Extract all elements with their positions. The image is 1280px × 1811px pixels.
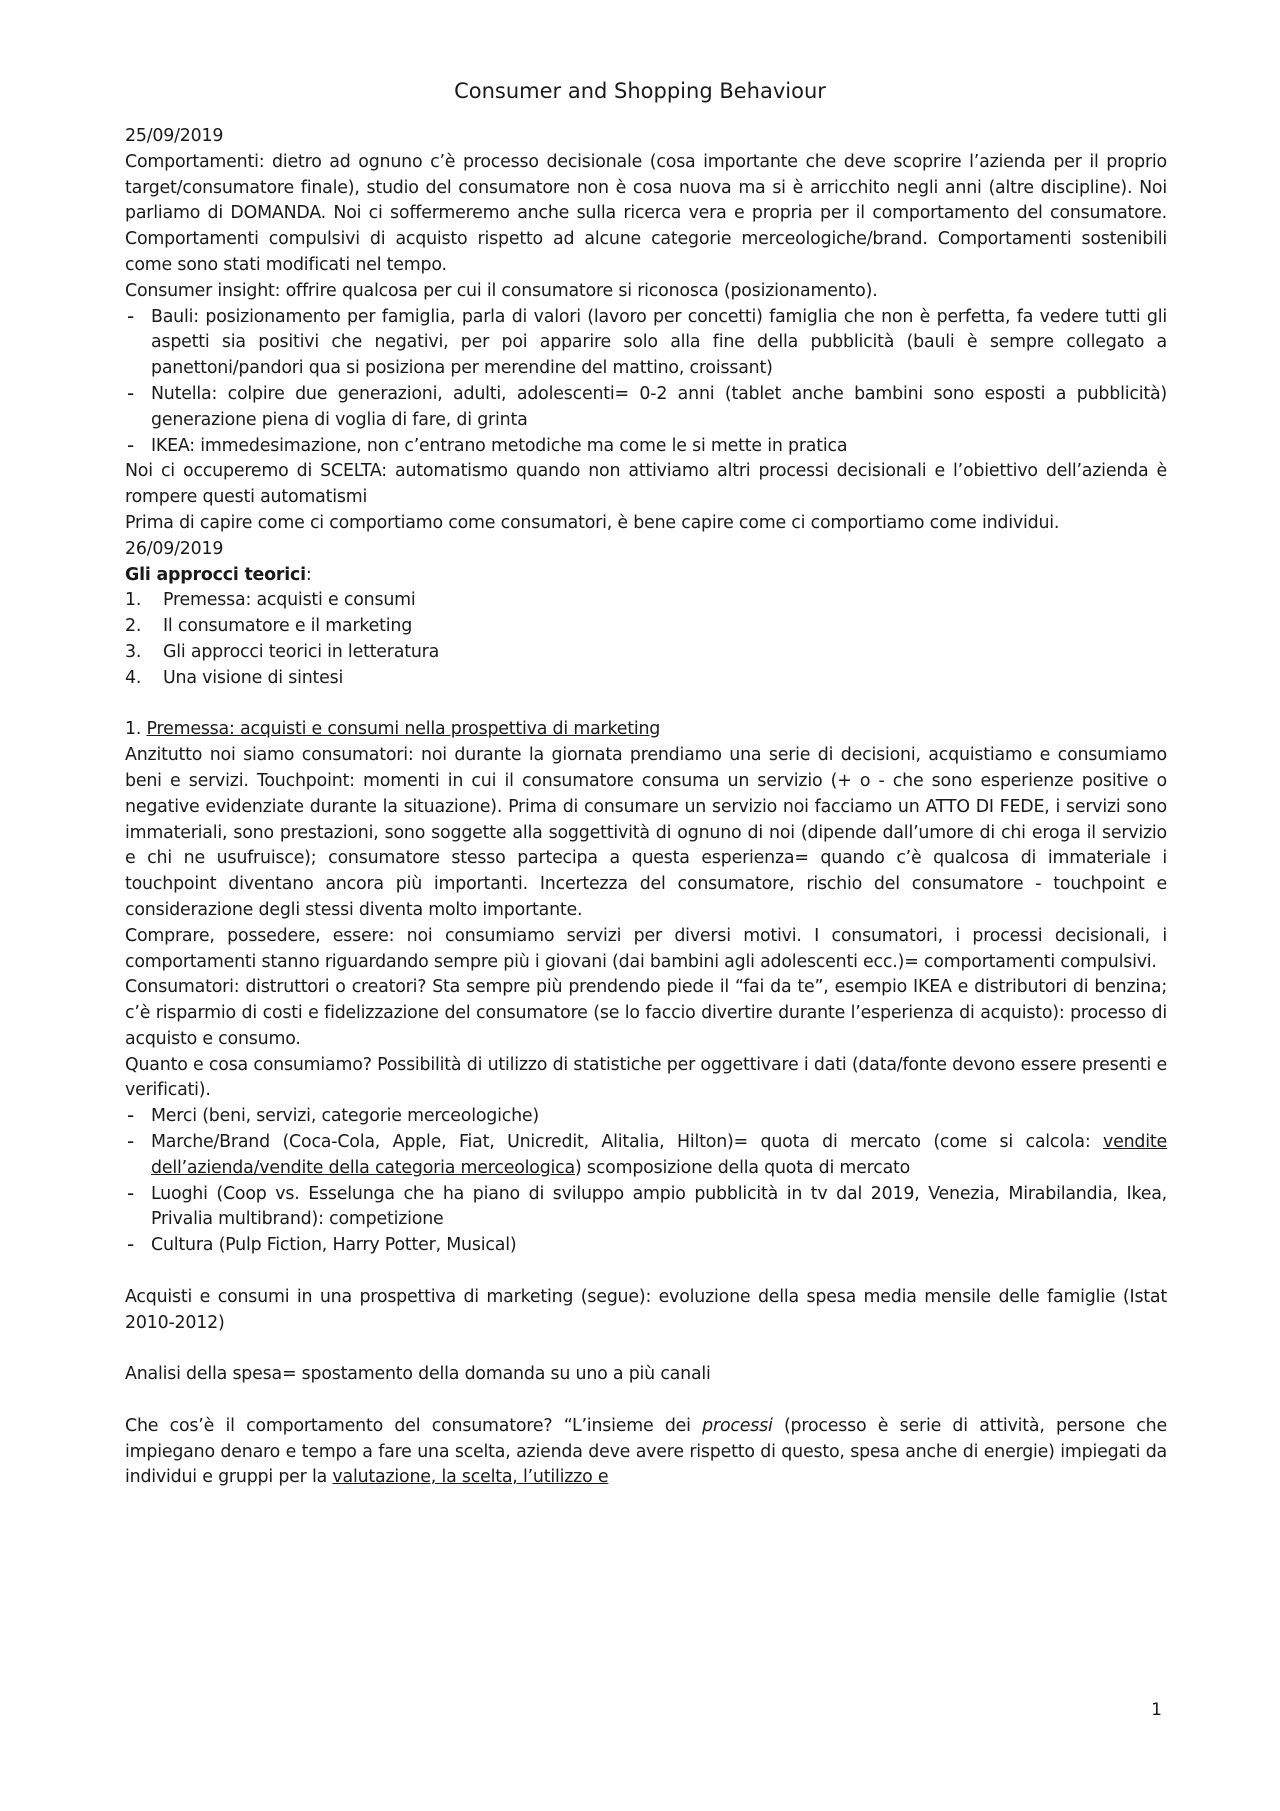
list-item-ikea: - IKEA: immedesimazione, non c’entrano metodiche ma come le si mette in pratica — [125, 434, 1167, 460]
document-title: Consumer and Shopping Behaviour — [454, 79, 826, 103]
brand-examples-list — [125, 305, 1167, 460]
outline-item: 2. Il consumatore e il marketing — [125, 616, 413, 637]
paragraph-acquisti: Acquisti e consumi in una prospettiva di marketing (segue): evoluzione della spesa media mensile delle famiglie (Istat 2010-2012) — [125, 1286, 1167, 1333]
date-25-09-2019: 25/09/2019 — [125, 126, 224, 146]
date-26-09-2019: 26/09/2019 — [125, 538, 224, 559]
paragraph-comportamenti: Comportamenti: dietro ad ognuno c’è processo decisionale (cosa importante che deve scoprire l’azienda per il proprio target/consumatore finale), studio del consumatore non è cosa nuova ma si è arricchito negli anni (altre discipline). Noi parliamo di DOMANDA. Noi ci soffermeremo anche sulla ricerca vera e propria per il comportamento del consumatore. Comportamenti compulsivi di acquisto rispetto ad alcune categorie merceologiche/brand. Comportamenti sostenibili come sono stati modificati nel tempo. — [125, 151, 1167, 275]
paragraph-individui: Prima di capire come ci comportiamo come consumatori, è bene capire come ci comportiamo come individui. — [125, 512, 1060, 533]
outline-item: 1. Premessa: acquisti e consumi — [125, 590, 416, 611]
list-item-nutella: - Nutella: colpire due generazioni, adulti, adolescenti= 0-2 anni (tablet anche bambini sono esposti a pubblicità) generazione piena di voglia di fare, di grinta — [125, 382, 1167, 434]
heading-approcci-teorici: Gli approcci teorici — [125, 564, 306, 585]
list-item-merci: - Merci (beni, servizi, categorie merceologiche) — [125, 1104, 1167, 1130]
outline-item: 4. Una visione di sintesi — [125, 667, 344, 688]
paragraph-definizione: Che cos’è il comportamento del consumatore? “L’insieme dei processi (processo è serie di attività, persone che impiegano denaro e tempo a fare una scelta, azienda deve avere rispetto di questo, spesa anche di energie) impiegati da individui e gruppi per la valutazione, la scelta, l’utilizzo e — [125, 1415, 1167, 1488]
spacer — [125, 1388, 1167, 1414]
spacer — [125, 692, 1167, 718]
list-item-bauli: - Bauli: posizionamento per famiglia, parla di valori (lavoro per concetti) famiglia che non è perfetta, fa vedere tutti gli aspetti sia positivi che negativi, per poi apparire solo alla fine della pubblicità (bauli è sempre collegato a panettoni/pandori qua si posiziona per merendine del mattino, croissant) — [125, 305, 1167, 382]
paragraph-anzitutto: Anzitutto noi siamo consumatori: noi durante la giornata prendiamo una serie di decisioni, acquistiamo e consumiamo beni e servizi. Touchpoint: momenti in cui il consumatore consuma un servizio (+ o - che sono esperienze positive o negative evidenziate durante la situazione). Prima di consumare un servizio noi facciamo un ATTO DI FEDE, i servizi sono immateriali, sono prestazioni, sono soggette alla soggettività di ognuno di noi (dipende dall’umore di chi eroga il servizio e chi ne usufruisce); consumatore stesso partecipa a questa esperienza= quando c’è qualcosa di immateriale i touchpoint diventano ancora più importanti. Incertezza del consumatore, rischio del consumatore - touchpoint e considerazione degli stessi diventa molto importante. — [125, 745, 1167, 920]
paragraph-scelta: Noi ci occuperemo di SCELTA: automatismo quando non attiviamo altri processi decisionali e l’obiettivo dell’azienda è rompere questi automatismi — [125, 461, 1167, 508]
section-heading: Gli approcci teorici: — [125, 564, 312, 585]
paragraph-quanto: Quanto e cosa consumiamo? Possibilità di utilizzo di statistiche per oggettivare i dati (data/fonte devono essere presenti e verificati). — [125, 1054, 1167, 1101]
document-body — [125, 124, 1167, 1491]
list-item-cultura: - Cultura (Pulp Fiction, Harry Potter, Musical) — [125, 1233, 1167, 1259]
paragraph-analisi: Analisi della spesa= spostamento della domanda su uno a più canali — [125, 1364, 711, 1385]
outline-item: 3. Gli approcci teorici in letteratura — [125, 641, 440, 662]
page-number: 1 — [1151, 1700, 1162, 1720]
paragraph-consumer-insight: Consumer insight: offrire qualcosa per cui il consumatore si riconosca (posizionamento). — [125, 280, 878, 301]
paragraph-consumatori: Consumatori: distruttori o creatori? Sta sempre più prendendo piede il “fai da te”, esempio IKEA e distributori di benzina; c’è risparmio di costi e fidelizzazione del consumatore (se lo faccio divertire durante l’esperienza di acquisto): processo di acquisto e consumo. — [125, 977, 1167, 1049]
section-1-title: 1. Premessa: acquisti e consumi nella prospettiva di marketing — [125, 719, 661, 740]
consumption-list — [125, 1104, 1167, 1259]
outline-list — [125, 588, 1167, 691]
spacer — [125, 1259, 1167, 1285]
paragraph-comprare: Comprare, possedere, essere: noi consumiamo servizi per diversi motivi. I consumatori, i processi decisionali, i comportamenti stanno riguardando sempre più i giovani (dai bambini agli adolescenti ecc.)= comportamenti compulsivi. — [125, 925, 1167, 972]
list-item-marche: - Marche/Brand (Coca-Cola, Apple, Fiat, Unicredit, Alitalia, Hilton)= quota di mercato (come si calcola: vendite dell’azienda/vendite della categoria merceologica) scomposizione della quota di mercato — [125, 1130, 1167, 1182]
spacer — [125, 1336, 1167, 1362]
list-item-luoghi: - Luoghi (Coop vs. Esselunga che ha piano di sviluppo ampio pubblicità in tv dal 2019, Venezia, Mirabilandia, Ikea, Privalia multibrand): competizione — [125, 1182, 1167, 1234]
